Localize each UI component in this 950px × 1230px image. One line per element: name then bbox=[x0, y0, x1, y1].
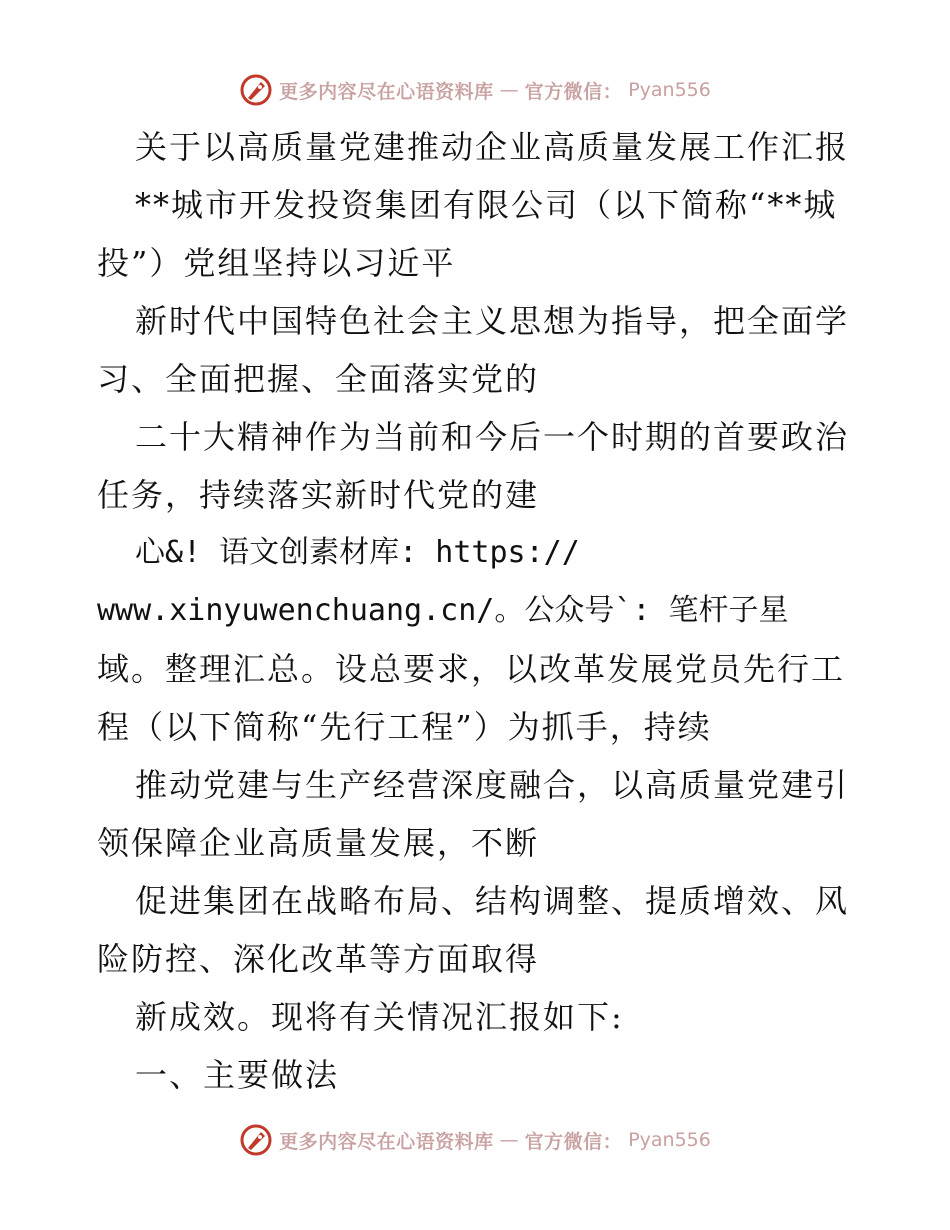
paragraph-line: 推动党建与生产经营深度融合，以高质量党建引 bbox=[135, 766, 850, 804]
paragraph-line: 二十大精神作为当前和今后一个时期的首要政治 bbox=[135, 418, 850, 456]
paragraph-line: 新时代中国特色社会主义思想为指导，把全面学 bbox=[135, 302, 850, 340]
paragraph-line: 心&! 语文创素材库: https:// bbox=[135, 535, 580, 570]
paragraph-line: 域。整理汇总。设总要求，以改革发展党员先行工 bbox=[97, 650, 846, 688]
watermark-banner-top bbox=[0, 70, 950, 110]
paragraph-line: 领保障企业高质量发展，不断 bbox=[97, 824, 540, 862]
watermark-wechat-label: 官方微信： bbox=[524, 80, 623, 103]
section-heading: 一、主要做法 bbox=[135, 1056, 340, 1094]
paragraph-line: 投”）党组坚持以习近平 bbox=[97, 244, 456, 282]
paragraph-line: 促进集团在战略布局、结构调整、提质增效、风 bbox=[135, 882, 850, 920]
pen-nib-logo-icon bbox=[239, 73, 273, 107]
paragraph-line: www.xinyuwenchuang.cn/。公众号`: 笔杆子星 bbox=[97, 593, 789, 628]
watermark-site-text: 更多内容尽在心语资料库 bbox=[279, 80, 494, 103]
watermark-wechat-label: 官方微信： bbox=[524, 1130, 623, 1153]
watermark-banner-bottom bbox=[0, 1120, 950, 1160]
paragraph-line: 新成效。现将有关情况汇报如下: bbox=[135, 998, 624, 1036]
watermark-wechat-id: Pyan556 bbox=[628, 1129, 711, 1151]
paragraph-line: **城市开发投资集团有限公司（以下简称“**城 bbox=[135, 186, 838, 224]
watermark-dash: — bbox=[499, 1129, 519, 1151]
watermark-site-text: 更多内容尽在心语资料库 bbox=[279, 1130, 494, 1153]
paragraph-line: 任务，持续落实新时代党的建 bbox=[97, 476, 540, 514]
watermark-dash: — bbox=[499, 79, 519, 101]
paragraph-line: 习、全面把握、全面落实党的 bbox=[97, 360, 540, 398]
watermark-wechat-id: Pyan556 bbox=[628, 79, 711, 101]
paragraph-line: 程（以下简称“先行工程”）为抓手，持续 bbox=[97, 708, 712, 746]
paragraph-line: 险防控、深化改革等方面取得 bbox=[97, 940, 540, 978]
pen-nib-logo-icon bbox=[239, 1123, 273, 1157]
document-body bbox=[97, 118, 857, 1104]
document-title: 关于以高质量党建推动企业高质量发展工作汇报 bbox=[135, 128, 850, 166]
